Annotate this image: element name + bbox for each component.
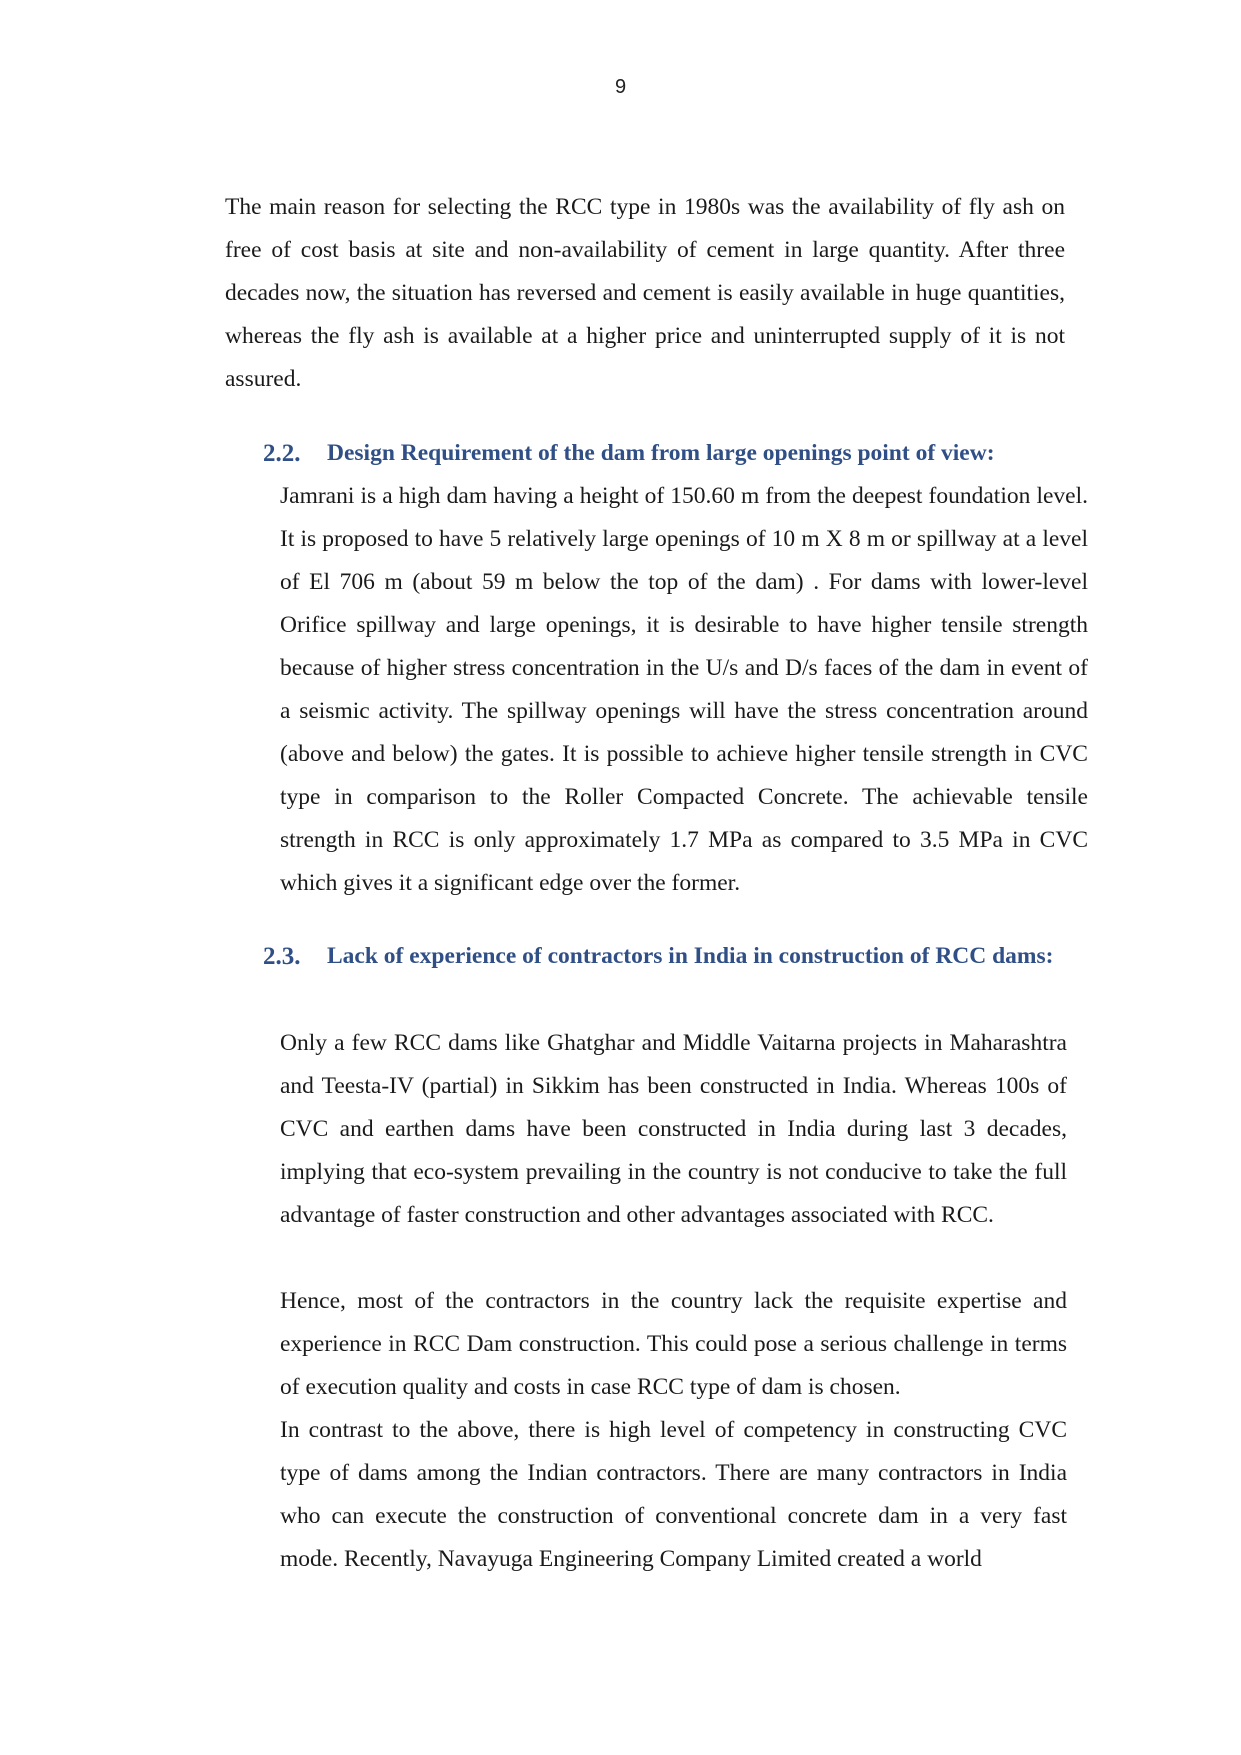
section-2-3-paragraph: In contrast to the above, there is high level of competency in constructing CVC type of dams among the Indian contractors. There are many contractors in India who can execute the construction of conventional concrete dam in a very fast mode. Recently, Navayuga Engineering Company Limited created a world: [280, 1417, 1067, 1572]
section-2-2-heading: [263, 432, 1093, 475]
intro-paragraph: The main reason for selecting the RCC type in 1980s was the availability of fly ash on free of cost basis at site and non-availability of cement in large quantity. After three decades now, the situation has reversed and cement is easily available in huge quantities, whereas the fly ash is available at a higher price and uninterrupted supply of it is not assured.: [225, 194, 1065, 392]
section-number: 2.2.: [263, 440, 301, 467]
section-2-2-paragraph: Jamrani is a high dam having a height of 150.60 m from the deepest foundation level. It is proposed to have 5 relatively large openings of 10 m X 8 m or spillway at a level of El 706 m (about 59 m below the top of the dam) . For dams with lower-level Orifice spillway and large openings, it is desirable to have higher tensile strength because of higher stress concentration in the U/s and D/s faces of the dam in event of a seismic activity. The spillway openings will have the stress concentration around (above and below) the gates. It is possible to achieve higher tensile strength in CVC type in comparison to the Roller Compacted Concrete. The achievable tensile strength in RCC is only approximately 1.7 MPa as compared to 3.5 MPa in CVC which gives it a significant edge over the former.: [280, 483, 1088, 896]
section-2-3-heading: [263, 935, 1063, 1021]
section-title: Design Requirement of the dam from large openings point of view:: [327, 440, 995, 466]
section-title: Lack of experience of contractors in India in construction of RCC dams:: [327, 943, 1054, 969]
page-number: 9: [614, 76, 627, 98]
section-2-3-paragraph: Only a few RCC dams like Ghatghar and Middle Vaitarna projects in Maharashtra and Teesta-IV (partial) in Sikkim has been constructed in India. Whereas 100s of CVC and earthen dams have been constructed in India during last 3 decades, implying that eco-system prevailing in the country is not conducive to take the full advantage of faster construction and other advantages associated with RCC.: [280, 1030, 1067, 1228]
section-2-3-paragraph: Hence, most of the contractors in the country lack the requisite expertise and experience in RCC Dam construction. This could pose a serious challenge in terms of execution quality and costs in case RCC type of dam is chosen.: [280, 1288, 1067, 1400]
section-number: 2.3.: [263, 943, 301, 970]
